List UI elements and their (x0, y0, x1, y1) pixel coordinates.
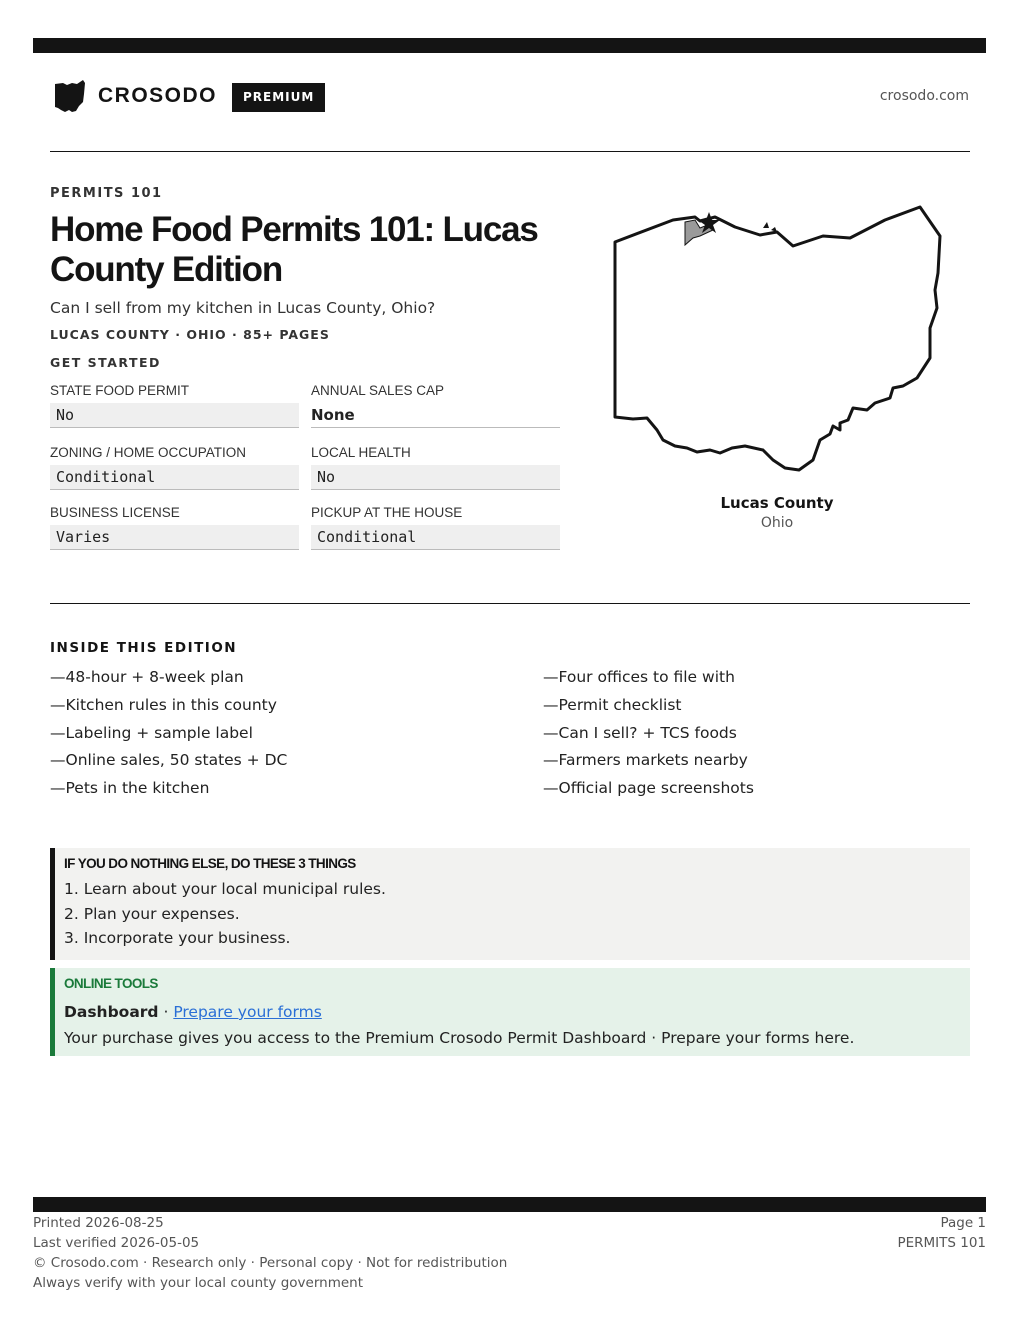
callout-heading: IF YOU DO NOTHING ELSE, DO THESE 3 THINGS (64, 856, 356, 871)
tools-heading: ONLINE TOOLS (64, 976, 158, 991)
fact-label: ZONING / HOME OCCUPATION (50, 445, 247, 460)
three-things-callout (50, 848, 970, 960)
fact-label: LOCAL HEALTH (311, 445, 411, 460)
list-item: —Online sales, 50 states + DC (50, 751, 288, 770)
fact-value: Varies (50, 525, 299, 550)
list-item: —Labeling + sample label (50, 723, 253, 742)
printed-date: Printed 2026-08-25 (33, 1215, 164, 1231)
brand-name: CROSODO (98, 84, 218, 107)
fact-value: No (311, 465, 560, 490)
list-item: —Permit checklist (543, 695, 682, 714)
separator: · (158, 1003, 174, 1021)
dashboard-label: Dashboard (64, 1003, 159, 1021)
footer-right (897, 1213, 986, 1253)
tools-description: Your purchase gives you access to the Premium Crosodo Permit Dashboard · Prepare your forms here. (64, 1029, 855, 1047)
fact-value: Conditional (311, 525, 560, 550)
fact-state-food-permit (50, 381, 299, 428)
list-item: —Four offices to file with (543, 668, 735, 686)
lake-erie-islands (763, 222, 777, 232)
page-subtitle: Can I sell from my kitchen in Lucas County, Ohio? (50, 299, 436, 317)
section-eyebrow: PERMITS 101 (50, 186, 163, 201)
edition-meta: LUCAS COUNTY · OHIO · 85+ PAGES (50, 327, 330, 342)
footer-left (33, 1213, 507, 1293)
inside-edition-heading: INSIDE THIS EDITION (50, 640, 238, 656)
site-url[interactable]: crosodo.com (879, 88, 969, 104)
page-number: Page 1 (940, 1215, 986, 1231)
page-title: Home Food Permits 101: Lucas County Edition (50, 210, 538, 289)
footer-section: PERMITS 101 (897, 1235, 986, 1251)
fact-pickup (311, 503, 560, 550)
map-caption (692, 493, 862, 533)
list-item: 3. Incorporate your business. (64, 929, 291, 947)
three-things-list (64, 877, 970, 951)
list-item: —48-hour + 8-week plan (50, 668, 244, 686)
list-item: 1. Learn about your local municipal rules. (64, 880, 386, 898)
fact-value: None (311, 403, 560, 428)
fact-label: ANNUAL SALES CAP (311, 383, 445, 398)
list-item: —Kitchen rules in this county (50, 695, 277, 714)
section-divider (50, 603, 970, 604)
list-item: —Pets in the kitchen (50, 779, 210, 798)
map-state-name: Ohio (760, 515, 794, 531)
map-county-name: Lucas County (720, 494, 834, 512)
fact-value: No (50, 403, 299, 428)
disclaimer: Always verify with your local county government (33, 1275, 363, 1291)
fact-label: STATE FOOD PERMIT (50, 383, 190, 398)
tools-dashboard-line (64, 1002, 970, 1022)
bottom-rule-bar (33, 1197, 986, 1212)
fact-value: Conditional (50, 465, 299, 490)
ohio-county-map (605, 198, 950, 483)
page-header (50, 78, 970, 118)
list-item: 2. Plan your expenses. (64, 904, 240, 923)
copyright: © Crosodo.com · Research only · Personal copy · Not for redistribution (33, 1255, 508, 1271)
inside-list-left (50, 666, 287, 805)
fact-business-license (50, 503, 299, 550)
get-started-heading: GET STARTED (50, 355, 161, 370)
prepare-forms-link[interactable]: Prepare your forms (173, 1003, 322, 1021)
list-item: —Can I sell? + TCS foods (543, 723, 737, 742)
list-item: —Official page screenshots (543, 779, 754, 798)
inside-list-right (543, 666, 754, 805)
list-item: —Farmers markets nearby (543, 751, 748, 770)
online-tools-callout (50, 968, 970, 1056)
fact-local-health (311, 443, 560, 490)
fact-label: BUSINESS LICENSE (50, 505, 180, 520)
verified-date: Last verified 2026-05-05 (33, 1235, 200, 1251)
header-divider (50, 151, 970, 152)
fact-label: PICKUP AT THE HOUSE (311, 505, 463, 520)
ohio-state-shape-icon (55, 80, 85, 114)
ohio-state-outline (615, 207, 940, 470)
top-rule-bar (33, 38, 986, 53)
fact-zoning (50, 443, 299, 490)
fact-annual-sales-cap (311, 381, 560, 428)
premium-badge: PREMIUM (232, 83, 325, 112)
